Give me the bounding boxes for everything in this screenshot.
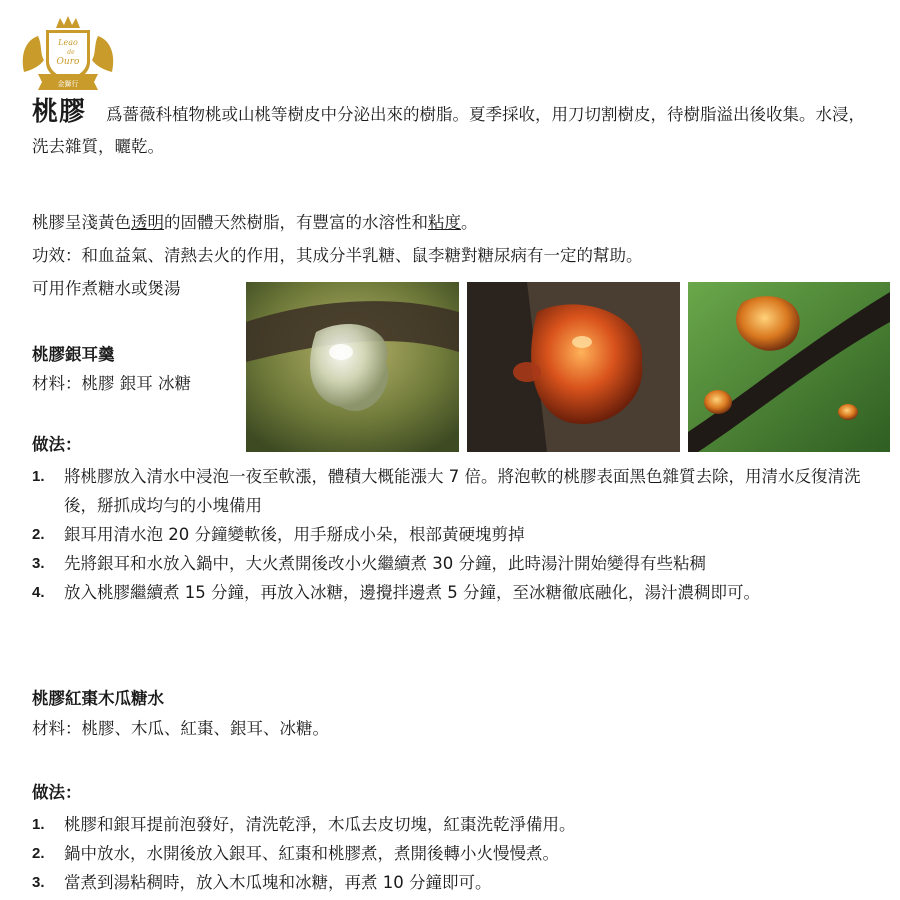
recipe1-steps: [32, 462, 877, 607]
svg-text:Leao: Leao: [58, 38, 78, 47]
list-item: 2. 鍋中放水，水開後放入銀耳、紅棗和桃膠煮，煮開後轉小火慢慢煮。: [32, 844, 559, 863]
svg-text:金獅行: 金獅行: [57, 80, 79, 88]
desc-line-2: 功效：和血益氣、清熱去火的作用，其成分半乳糖、鼠李糖對糖尿病有一定的幫助。: [32, 246, 643, 265]
list-item: 4. 放入桃膠繼續煮 15 分鐘，再放入冰糖，邊攪拌邊煮 5 分鐘，至冰糖徹底融化，湯汁濃稠即可。: [32, 583, 760, 602]
peach-gum-photo-clear: [246, 282, 459, 452]
list-item: 3. 當煮到湯粘稠時，放入木瓜塊和冰糖，再煮 10 分鐘即可。: [32, 873, 492, 892]
intro-paragraph: [32, 96, 877, 163]
page-title: 桃膠: [32, 97, 87, 127]
svg-text:de: de: [67, 49, 75, 56]
desc-line-3: 可用作煮糖水或煲湯: [32, 279, 181, 298]
recipe1-ingredients: 材料：桃膠 銀耳 冰糖: [32, 374, 191, 393]
list-item: 1. 將桃膠放入清水中浸泡一夜至軟漲，體積大概能漲大 7 倍。將泡軟的桃膠表面黑色雜質去除，用清水反復清洗後，掰抓成均勻的小塊備用: [32, 467, 861, 515]
desc-line-1: 桃膠呈淺黃色透明的固體天然樹脂，有豐富的水溶性和粘度。: [32, 213, 478, 232]
recipe2-title: 桃膠紅棗木瓜糖水: [32, 689, 164, 708]
recipe1-method-label: 做法：: [32, 435, 82, 454]
list-item: 3. 先將銀耳和水放入鍋中，大火煮開後改小火繼續煮 30 分鐘，此時湯汁開始變得有些粘稠: [32, 554, 706, 573]
list-item: 2. 銀耳用清水泡 20 分鐘變軟後，用手掰成小朵，根部黃硬塊剪掉: [32, 525, 525, 544]
recipe2-steps: [32, 810, 877, 897]
recipe2-ingredients: 材料：桃膠、木瓜、紅棗、銀耳、冰糖。: [32, 719, 329, 738]
peach-gum-photo-amber: [467, 282, 680, 452]
svg-text:Ouro: Ouro: [56, 57, 80, 67]
recipe1-title: 桃膠銀耳羹: [32, 345, 115, 364]
intro-text: 爲薔薇科植物桃或山桃等樹皮中分泌出來的樹脂。夏季採收，用刀切割樹皮，待樹脂溢出後收集。水浸，洗去雜質，曬乾。: [32, 105, 866, 156]
list-item: 1. 桃膠和銀耳提前泡發好，清洗乾淨，木瓜去皮切塊，紅棗洗乾淨備用。: [32, 815, 576, 834]
brand-logo: [18, 14, 118, 90]
peach-gum-photo-branch: [688, 282, 890, 452]
recipe2-method-label: 做法：: [32, 783, 82, 802]
